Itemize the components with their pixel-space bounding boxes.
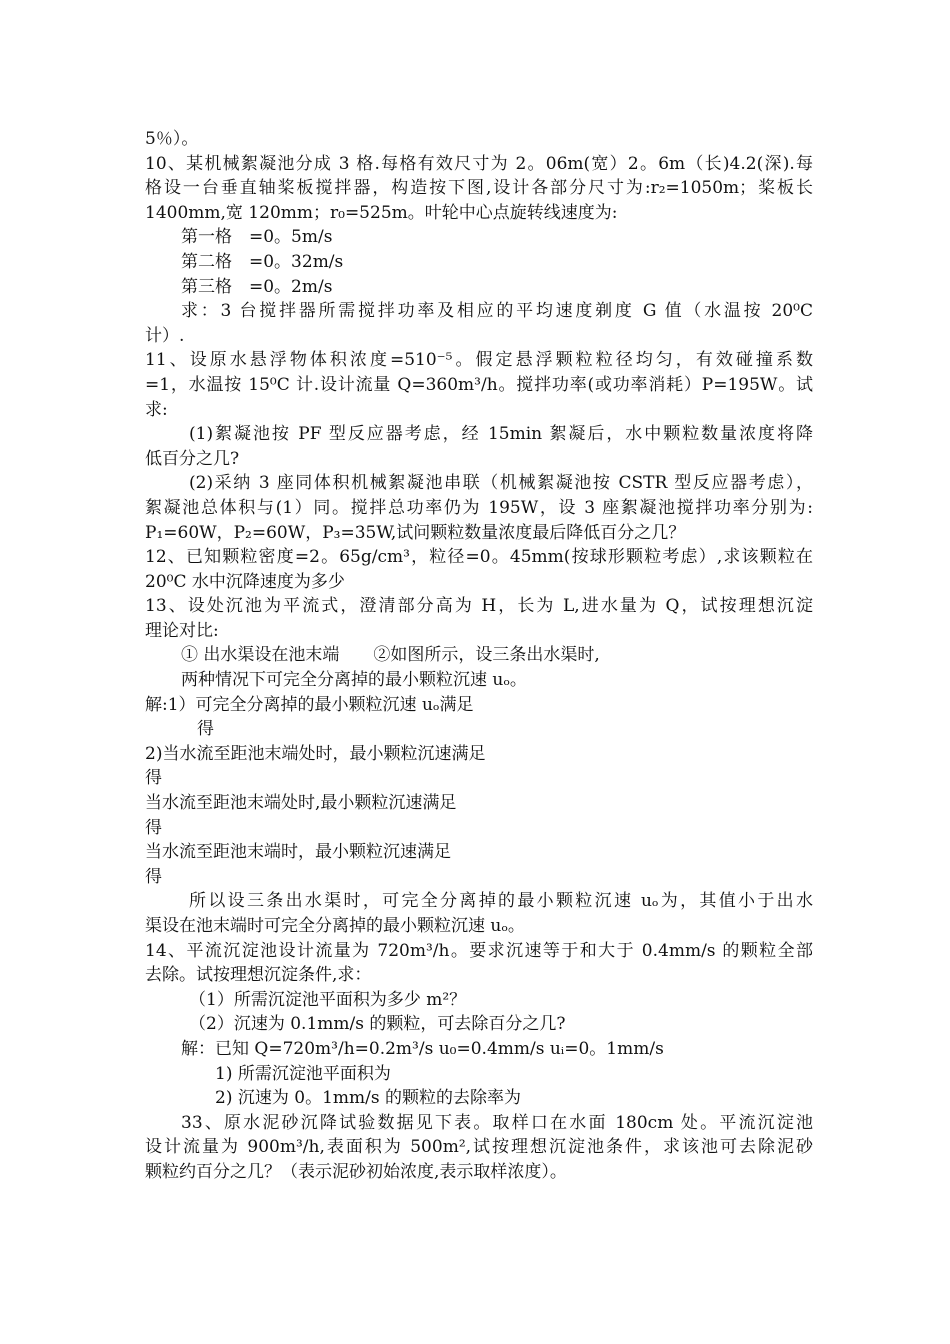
text-line: 格设一台垂直轴桨板搅拌器，构造按下图,设计各部分尺寸为:r₂=1050m；桨板长 <box>145 178 813 199</box>
text-line: 解：已知 Q=720m³/h=0.2m³/s u₀=0.4mm/s uᵢ=0。1mm/s <box>181 1038 664 1059</box>
text-line: 第一格 =0。5m/s <box>181 227 333 248</box>
text-line: 低百分之几? <box>145 448 240 469</box>
text-line: 2) 沉速为 0。1mm/s 的颗粒的去除率为 <box>215 1088 521 1109</box>
text-line: 求：3 台搅拌器所需搅拌功率及相应的平均速度剃度 G 值（水温按 20⁰C <box>181 301 813 322</box>
text-line: 1) 所需沉淀池平面积为 <box>215 1063 391 1084</box>
document-body <box>145 127 813 1185</box>
text-line: 絮凝池总体积与(1）同。搅拌总功率仍为 195W，设 3 座絮凝池搅拌功率分别为: <box>145 497 813 518</box>
text-line: 计）. <box>145 325 185 346</box>
text-line: 得 <box>145 768 162 789</box>
question-11-line: 11、设原水悬浮物体积浓度=510⁻⁵。假定悬浮颗粒粒径均匀，有效碰撞系数 <box>145 350 813 371</box>
text-line: 颗粒约百分之几？（表示泥砂初始浓度,表示取样浓度）。 <box>145 1161 567 1182</box>
text-line: 当水流至距池末端处时,最小颗粒沉速满足 <box>145 793 457 814</box>
text-line: 1400mm,宽 120mm；r₀=525m。叶轮中心点旋转线速度为: <box>145 202 618 223</box>
text-line: 理论对比: <box>145 620 219 641</box>
text-line: 第三格 =0。2m/s <box>181 276 333 297</box>
text-line: 得 <box>197 719 214 740</box>
text-line: 5％）。 <box>145 129 199 149</box>
text-line: 得 <box>145 817 162 838</box>
text-line: 求: <box>145 399 168 420</box>
question-33-line: 33、原水泥砂沉降试验数据见下表。取样口在水面 180cm 处。平流沉淀池 <box>181 1112 813 1133</box>
text-line: 去除。试按理想沉淀条件,求： <box>145 965 372 986</box>
text-line: 两种情况下可完全分离掉的最小颗粒沉速 uₒ。 <box>181 670 527 691</box>
question-13-line: 13、设处沉池为平流式，澄清部分高为 H，长为 L,进水量为 Q，试按理想沉淀 <box>145 596 813 617</box>
question-12-line: 12、已知颗粒密度=2。65g/cm³，粒径=0。45mm(按球形颗粒考虑）,求该颗粒在 <box>145 547 813 568</box>
question-10-line: 10、某机械絮凝池分成 3 格.每格有效尺寸为 2。06m(宽）2。6m（长)4.2(深).每 <box>145 153 813 174</box>
text-line: 设计流量为 900m³/h,表面积为 500m²,试按理想沉淀池条件，求该池可去除泥砂 <box>145 1137 813 1158</box>
text-line: (2)采纳 3 座同体积机械絮凝池串联（机械絮凝池按 CSTR 型反应器考虑）， <box>189 473 813 494</box>
text-line: 得 <box>145 866 162 887</box>
text-line: （2）沉速为 0.1mm/s 的颗粒，可去除百分之几? <box>189 1014 566 1035</box>
text-line: 20⁰C 水中沉降速度为多少 <box>145 571 345 592</box>
text-line: P₁=60W，P₂=60W，P₃=35W,试问颗粒数量浓度最后降低百分之几？ <box>145 522 686 543</box>
text-line: 第二格 =0。32m/s <box>181 251 344 272</box>
text-line: =1，水温按 15⁰C 计.设计流量 Q=360m³/h。搅拌功率(或功率消耗）P=195W。试 <box>145 374 813 395</box>
question-14-line: 14、平流沉淀池设计流量为 720m³/h。要求沉速等于和大于 0.4mm/s 的颗粒全部 <box>145 940 813 961</box>
text-line: (1)絮凝池按 PF 型反应器考虑，经 15min 絮凝后，水中颗粒数量浓度将降 <box>189 424 813 445</box>
text-line: 渠设在池末端时可完全分离掉的最小颗粒沉速 uₒ。 <box>145 916 525 936</box>
text-line: 2)当水流至距池末端处时，最小颗粒沉速满足 <box>145 743 486 764</box>
text-line: 所以设三条出水渠时，可完全分离掉的最小颗粒沉速 uₒ为，其值小于出水 <box>189 891 813 912</box>
text-line: 解:1）可完全分离掉的最小颗粒沉速 uₒ满足 <box>145 694 474 715</box>
text-line: （1）所需沉淀池平面积为多少 m²？ <box>189 989 467 1010</box>
text-line: ① 出水渠设在池末端 ②如图所示，设三条出水渠时, <box>181 645 600 666</box>
text-line: 当水流至距池末端时，最小颗粒沉速满足 <box>145 842 451 863</box>
